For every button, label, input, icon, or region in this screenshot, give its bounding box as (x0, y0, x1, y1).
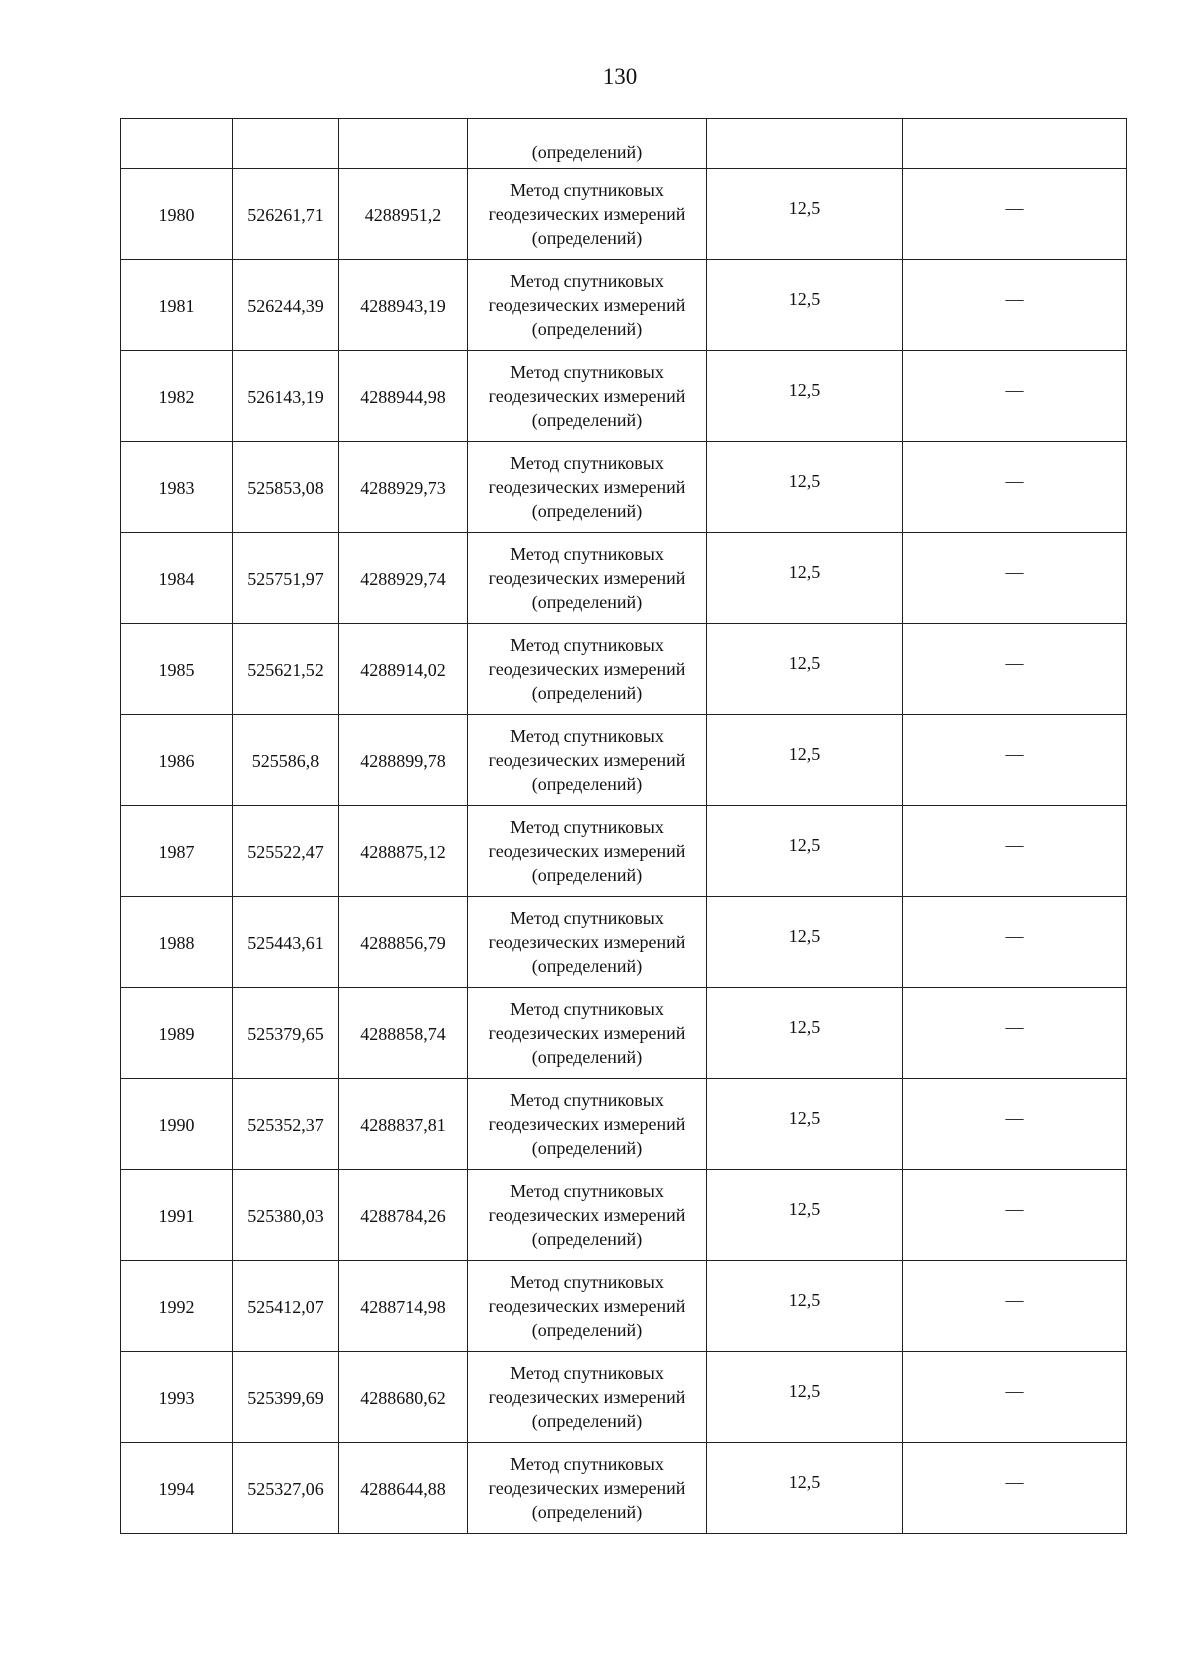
accuracy-text: 12,5 (788, 1199, 821, 1219)
y-coordinate-text: 4288858,74 (360, 1024, 446, 1044)
point-text: 1993 (158, 1388, 195, 1408)
accuracy-text: 12,5 (788, 926, 821, 946)
y-coordinate-text: 4288856,79 (360, 933, 446, 953)
y-coordinate-cell (339, 1352, 468, 1443)
y-coordinate-cell (339, 169, 468, 260)
continuation-row (121, 119, 1127, 169)
point-cell (121, 1443, 233, 1534)
point-text: 1980 (158, 205, 195, 225)
accuracy-text: 12,5 (788, 744, 821, 764)
table-row (121, 1352, 1127, 1443)
point-cell (121, 624, 233, 715)
method-cell (468, 119, 707, 169)
method-cell (468, 1261, 707, 1352)
accuracy-cell (707, 442, 903, 533)
accuracy-text: 12,5 (788, 562, 821, 582)
point-cell (121, 806, 233, 897)
note-text: — (1005, 835, 1024, 855)
x-coordinate-text: 525379,65 (247, 1024, 324, 1044)
note-text: — (1005, 471, 1024, 491)
accuracy-text: 12,5 (788, 1381, 821, 1401)
x-coordinate-text: 525586,8 (251, 751, 320, 771)
y-coordinate-cell (339, 624, 468, 715)
note-text: — (1005, 926, 1024, 946)
note-cell (903, 442, 1127, 533)
x-coordinate-cell (233, 1352, 339, 1443)
y-coordinate-text: 4288714,98 (360, 1297, 446, 1317)
note-cell (903, 260, 1127, 351)
method-text: Метод спутниковых геодезических измерений (определений) (488, 180, 686, 248)
x-coordinate-cell (233, 624, 339, 715)
accuracy-text: 12,5 (788, 198, 821, 218)
point-text: 1986 (158, 751, 195, 771)
method-cell (468, 715, 707, 806)
accuracy-cell (707, 1261, 903, 1352)
x-coordinate-text: 525522,47 (247, 842, 324, 862)
method-cell (468, 1170, 707, 1261)
method-cell (468, 169, 707, 260)
accuracy-cell (707, 806, 903, 897)
accuracy-text: 12,5 (788, 1472, 821, 1492)
note-text: — (1005, 1199, 1024, 1219)
note-text: — (1005, 198, 1024, 218)
table-row (121, 897, 1127, 988)
note-cell (903, 988, 1127, 1079)
table-row (121, 806, 1127, 897)
method-cell (468, 1079, 707, 1170)
point-cell (121, 260, 233, 351)
y-coordinate-text: 4288944,98 (360, 387, 446, 407)
accuracy-cell (707, 624, 903, 715)
y-coordinate-text: 4288943,19 (360, 296, 446, 316)
y-coordinate-cell (339, 442, 468, 533)
accuracy-text: 12,5 (788, 1017, 821, 1037)
y-coordinate-cell (339, 1261, 468, 1352)
accuracy-cell (707, 1170, 903, 1261)
note-text: — (1005, 1017, 1024, 1037)
y-coordinate-cell (339, 1079, 468, 1170)
y-coordinate-cell (339, 1443, 468, 1534)
point-text: 1984 (158, 569, 195, 589)
method-cell (468, 806, 707, 897)
note-text: — (1005, 1290, 1024, 1310)
accuracy-cell (707, 715, 903, 806)
point-cell (121, 169, 233, 260)
x-coordinate-text: 525352,37 (247, 1115, 324, 1135)
table-row (121, 1443, 1127, 1534)
y-coordinate-text: 4288951,2 (364, 205, 442, 225)
y-coordinate-text: 4288929,73 (360, 478, 446, 498)
x-coordinate-text: 525412,07 (247, 1297, 324, 1317)
x-coordinate-cell (233, 715, 339, 806)
method-cell (468, 351, 707, 442)
method-text: Метод спутниковых геодезических измерений (определений) (488, 1272, 686, 1340)
note-cell (903, 351, 1127, 442)
table-row (121, 260, 1127, 351)
x-coordinate-cell (233, 988, 339, 1079)
accuracy-text: 12,5 (788, 380, 821, 400)
x-coordinate-cell (233, 442, 339, 533)
note-cell (903, 715, 1127, 806)
y-coordinate-cell (339, 533, 468, 624)
method-cell (468, 897, 707, 988)
x-coordinate-cell (233, 351, 339, 442)
x-coordinate-text: 525853,08 (247, 478, 324, 498)
table-row (121, 715, 1127, 806)
x-coordinate-cell (233, 1170, 339, 1261)
accuracy-cell (707, 260, 903, 351)
point-text: 1987 (158, 842, 195, 862)
method-text: Метод спутниковых геодезических измерений (определений) (488, 453, 686, 521)
point-text: 1983 (158, 478, 195, 498)
accuracy-cell (707, 1352, 903, 1443)
point-text: 1985 (158, 660, 195, 680)
method-cell (468, 988, 707, 1079)
point-text: 1982 (158, 387, 195, 407)
accuracy-text: 12,5 (788, 1290, 821, 1310)
y-coordinate-text: 4288929,74 (360, 569, 446, 589)
accuracy-text: 12,5 (788, 653, 821, 673)
x-coordinate-text: 526244,39 (247, 296, 324, 316)
accuracy-cell (707, 988, 903, 1079)
table-row (121, 624, 1127, 715)
note-cell (903, 119, 1127, 169)
x-coordinate-cell (233, 119, 339, 169)
accuracy-cell (707, 119, 903, 169)
x-coordinate-cell (233, 1079, 339, 1170)
note-cell (903, 533, 1127, 624)
x-coordinate-cell (233, 260, 339, 351)
point-text: 1988 (158, 933, 195, 953)
note-text: — (1005, 562, 1024, 582)
y-coordinate-cell (339, 260, 468, 351)
method-cell (468, 624, 707, 715)
method-text: Метод спутниковых геодезических измерений (определений) (488, 999, 686, 1067)
note-text: — (1005, 1472, 1024, 1492)
note-text: — (1005, 1108, 1024, 1128)
coordinates-table-body (121, 119, 1127, 1534)
y-coordinate-cell (339, 988, 468, 1079)
x-coordinate-cell (233, 533, 339, 624)
method-text: Метод спутниковых геодезических измерений (определений) (488, 726, 686, 794)
note-cell (903, 897, 1127, 988)
point-cell (121, 351, 233, 442)
note-cell (903, 1443, 1127, 1534)
note-text: — (1005, 1381, 1024, 1401)
y-coordinate-cell (339, 715, 468, 806)
page-number: 130 (602, 64, 638, 89)
table-row (121, 533, 1127, 624)
x-coordinate-cell (233, 169, 339, 260)
method-cell (468, 533, 707, 624)
table-row (121, 351, 1127, 442)
table-row (121, 1261, 1127, 1352)
point-text: 1991 (158, 1206, 195, 1226)
method-text: Метод спутниковых геодезических измерений (определений) (488, 544, 686, 612)
point-cell (121, 1079, 233, 1170)
point-cell (121, 119, 233, 169)
note-cell (903, 806, 1127, 897)
x-coordinate-text: 525751,97 (247, 569, 324, 589)
coordinates-table (120, 118, 1127, 1534)
method-text: Метод спутниковых геодезических измерений (определений) (488, 271, 686, 339)
x-coordinate-cell (233, 897, 339, 988)
table-row (121, 442, 1127, 533)
y-coordinate-cell (339, 351, 468, 442)
method-text: Метод спутниковых геодезических измерений (определений) (488, 817, 686, 885)
point-cell (121, 897, 233, 988)
accuracy-text: 12,5 (788, 1108, 821, 1128)
accuracy-cell (707, 533, 903, 624)
point-text: 1994 (158, 1479, 195, 1499)
method-text: Метод спутниковых геодезических измерений (определений) (488, 1090, 686, 1158)
point-cell (121, 715, 233, 806)
accuracy-text: 12,5 (788, 289, 821, 309)
table-row (121, 169, 1127, 260)
method-text: Метод спутниковых геодезических измерений (определений) (488, 635, 686, 703)
accuracy-cell (707, 169, 903, 260)
accuracy-cell (707, 897, 903, 988)
y-coordinate-text: 4288680,62 (360, 1388, 446, 1408)
x-coordinate-text: 526143,19 (247, 387, 324, 407)
note-text: — (1005, 744, 1024, 764)
y-coordinate-text: 4288875,12 (360, 842, 446, 862)
table-row (121, 1079, 1127, 1170)
y-coordinate-cell (339, 806, 468, 897)
y-coordinate-cell (339, 897, 468, 988)
note-text: — (1005, 653, 1024, 673)
point-text: 1990 (158, 1115, 195, 1135)
method-cell (468, 1352, 707, 1443)
table-row (121, 1170, 1127, 1261)
accuracy-cell (707, 1443, 903, 1534)
x-coordinate-text: 525443,61 (247, 933, 324, 953)
note-text: — (1005, 380, 1024, 400)
method-text: Метод спутниковых геодезических измерений (определений) (488, 1181, 686, 1249)
x-coordinate-cell (233, 806, 339, 897)
accuracy-text: 12,5 (788, 835, 821, 855)
point-cell (121, 988, 233, 1079)
method-cell (468, 442, 707, 533)
note-cell (903, 169, 1127, 260)
accuracy-cell (707, 351, 903, 442)
method-cell (468, 260, 707, 351)
x-coordinate-cell (233, 1443, 339, 1534)
x-coordinate-text: 525621,52 (247, 660, 324, 680)
method-text: Метод спутниковых геодезических измерений (определений) (488, 362, 686, 430)
x-coordinate-text: 525327,06 (247, 1479, 324, 1499)
accuracy-cell (707, 1079, 903, 1170)
point-text: 1989 (158, 1024, 195, 1044)
method-cell (468, 1443, 707, 1534)
point-cell (121, 533, 233, 624)
note-cell (903, 1352, 1127, 1443)
accuracy-text: 12,5 (788, 471, 821, 491)
method-text: Метод спутниковых геодезических измерений (определений) (488, 1363, 686, 1431)
point-cell (121, 1261, 233, 1352)
point-cell (121, 442, 233, 533)
point-text: 1981 (158, 296, 195, 316)
y-coordinate-text: 4288837,81 (360, 1115, 446, 1135)
x-coordinate-text: 525399,69 (247, 1388, 324, 1408)
method-text: Метод спутниковых геодезических измерений (определений) (488, 908, 686, 976)
note-cell (903, 624, 1127, 715)
note-text: — (1005, 289, 1024, 309)
point-cell (121, 1170, 233, 1261)
point-cell (121, 1352, 233, 1443)
note-cell (903, 1170, 1127, 1261)
x-coordinate-text: 526261,71 (247, 205, 324, 225)
x-coordinate-cell (233, 1261, 339, 1352)
y-coordinate-cell (339, 1170, 468, 1261)
y-coordinate-cell (339, 119, 468, 169)
point-text: 1992 (158, 1297, 195, 1317)
method-tail-text: (определений) (531, 142, 643, 162)
y-coordinate-text: 4288914,02 (360, 660, 446, 680)
y-coordinate-text: 4288899,78 (360, 751, 446, 771)
table-row (121, 988, 1127, 1079)
y-coordinate-text: 4288644,88 (360, 1479, 446, 1499)
y-coordinate-text: 4288784,26 (360, 1206, 446, 1226)
note-cell (903, 1079, 1127, 1170)
note-cell (903, 1261, 1127, 1352)
x-coordinate-text: 525380,03 (247, 1206, 324, 1226)
method-text: Метод спутниковых геодезических измерений (определений) (488, 1454, 686, 1522)
